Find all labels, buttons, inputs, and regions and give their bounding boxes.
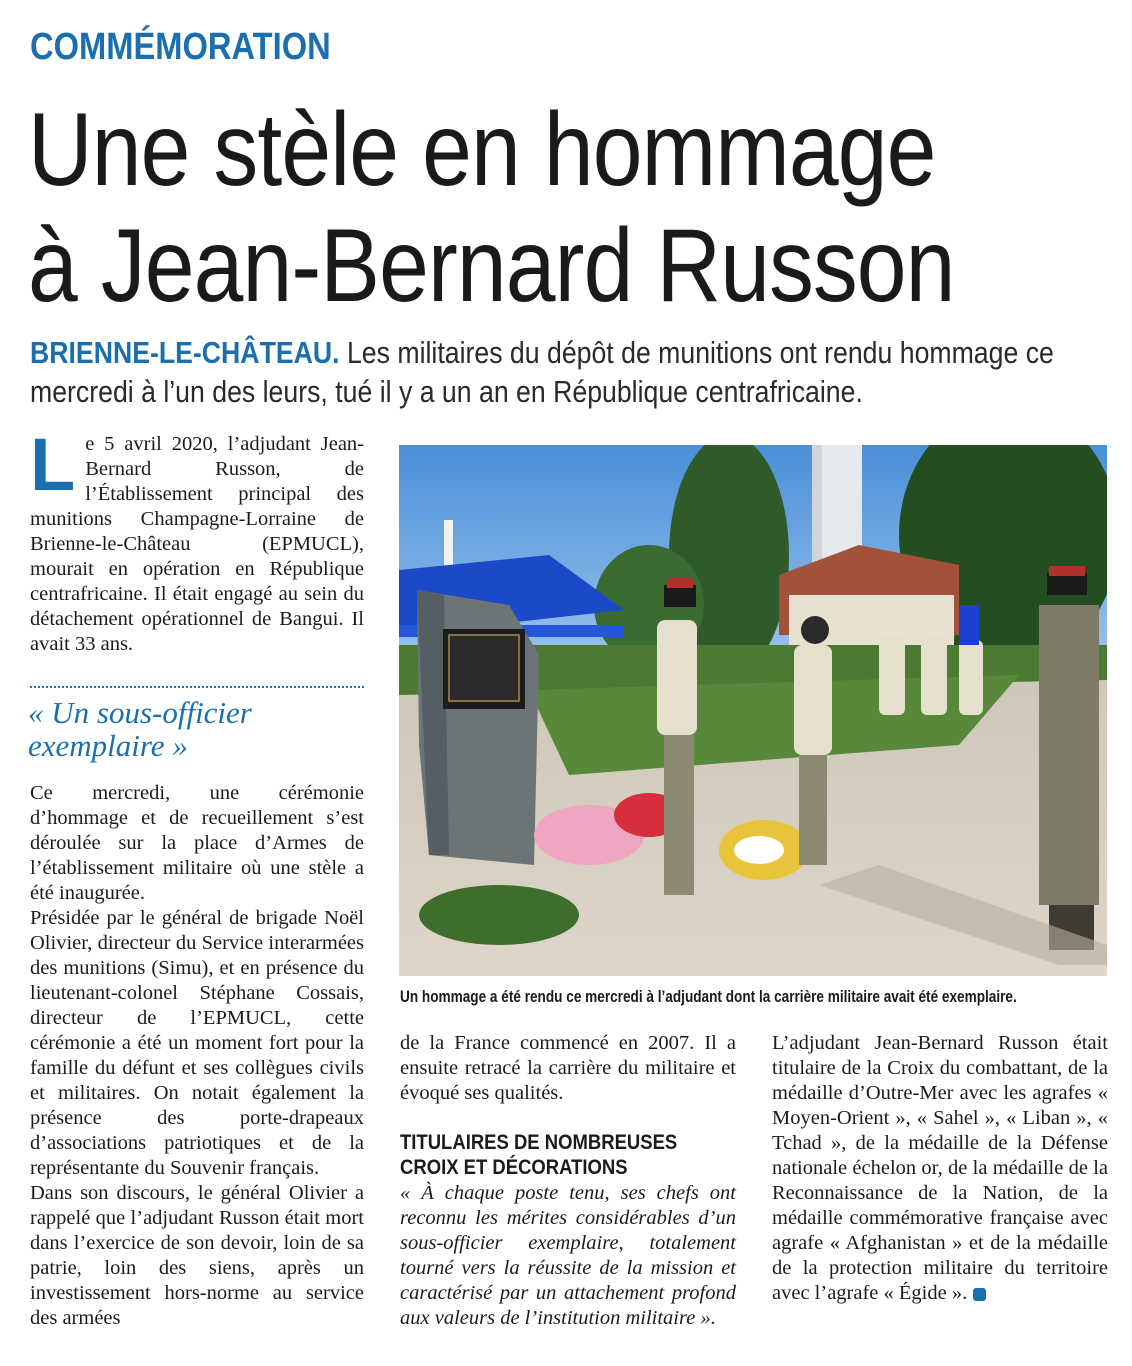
paragraph-presided: Présidée par le général de brigade Noël Olivier, directeur du Service interarmées des munitions (Simu), et en présence du lieutenant-colonel Stéphane Cossais, directeur de l’EPMUCL, cette cérémonie a été un moment fort pour la famille du défunt et ses collègues civils et militaires. On notait également la présence des porte-drapeaux d’associations patriotiques et de la représentante du Souvenir français. <box>30 907 364 1179</box>
article-quote <box>400 1181 736 1331</box>
drop-cap: L <box>30 423 76 506</box>
paragraph-career: de la France commencé en 2007. Il a ensuite retracé la carrière du militaire et évoqué ses qualités. <box>400 1032 736 1104</box>
subheading: TITULAIRES DE NOMBREUSES CROIX ET DÉCORATIONS <box>400 1131 678 1179</box>
article-column-2 <box>400 1031 736 1106</box>
dotted-divider <box>30 686 364 688</box>
headline-line-2: à Jean-Bernard Russon <box>28 208 955 324</box>
standfirst-text: Les militaires du dépôt de munitions ont rendu hommage ce mercredi à l’un des leurs, tué il y a un an en République centrafricaine. <box>30 335 1054 409</box>
headline-line-1: Une stèle en hommage <box>28 92 936 208</box>
article-column-3 <box>772 1031 1108 1306</box>
paragraph-quote: « À chaque poste tenu, ses chefs ont reconnu les mérites considérables d’un sous-officier exemplaire, totalement tourné vers la réussite de la mission et caractérisé par un attachement profond aux valeurs de l’institution militaire ». <box>400 1182 736 1329</box>
standfirst <box>30 333 1114 411</box>
quote-heading: « Un sous-officier exemplaire » <box>28 695 252 763</box>
section-kicker: COMMÉMORATION <box>30 26 331 68</box>
paragraph-speech: Dans son discours, le général Olivier a rappelé que l’adjudant Russon était mort dans l’exercice de son devoir, loin de sa patrie, loin des siens, après un investissement hors-norme au service des armées <box>30 1182 364 1329</box>
paragraph-ceremony: Ce mercredi, une cérémonie d’hommage et de recueillement s’est déroulée sur la place d’Armes de l’établissement militaire où une stèle a été inaugurée. <box>30 782 364 904</box>
paragraph-decorations <box>772 1031 1108 1306</box>
dateline-place: BRIENNE-LE-CHÂTEAU. <box>30 335 340 370</box>
ceremony-photo <box>399 445 1107 976</box>
article-headline <box>28 92 965 324</box>
decorations-text: L’adjudant Jean-Bernard Russon était titulaire de la Croix du combattant, de la médaille d’Outre-Mer avec les agrafes « Moyen-Orient », « Sahel », « Liban », « Tchad », de la médaille de la Défense nationale échelon or, de la médaille de la Reconnaissance de la Nation, de la médaille commémorative française avec agrafe « Afghanistan » et de la médaille de la protection militaire du territoire avec l’agrafe « Égide ». <box>772 1032 1108 1304</box>
photo-caption: Un hommage a été rendu ce mercredi à l’adjudant dont la carrière militaire avait été exemplaire. <box>400 987 1017 1006</box>
end-of-article-mark <box>973 1288 986 1301</box>
intro-text: e 5 avril 2020, l’adjudant Jean-Bernard Russon, de l’Établissement principal des munitions Champagne-Lorraine de Brienne-le-Château (EPMUCL), mourait en opération en République centrafricaine. Il était engagé au sein du détachement opérationnel de Bangui. Il avait 33 ans. <box>30 433 364 655</box>
article-column-1 <box>30 781 364 1331</box>
article-intro <box>30 423 364 657</box>
